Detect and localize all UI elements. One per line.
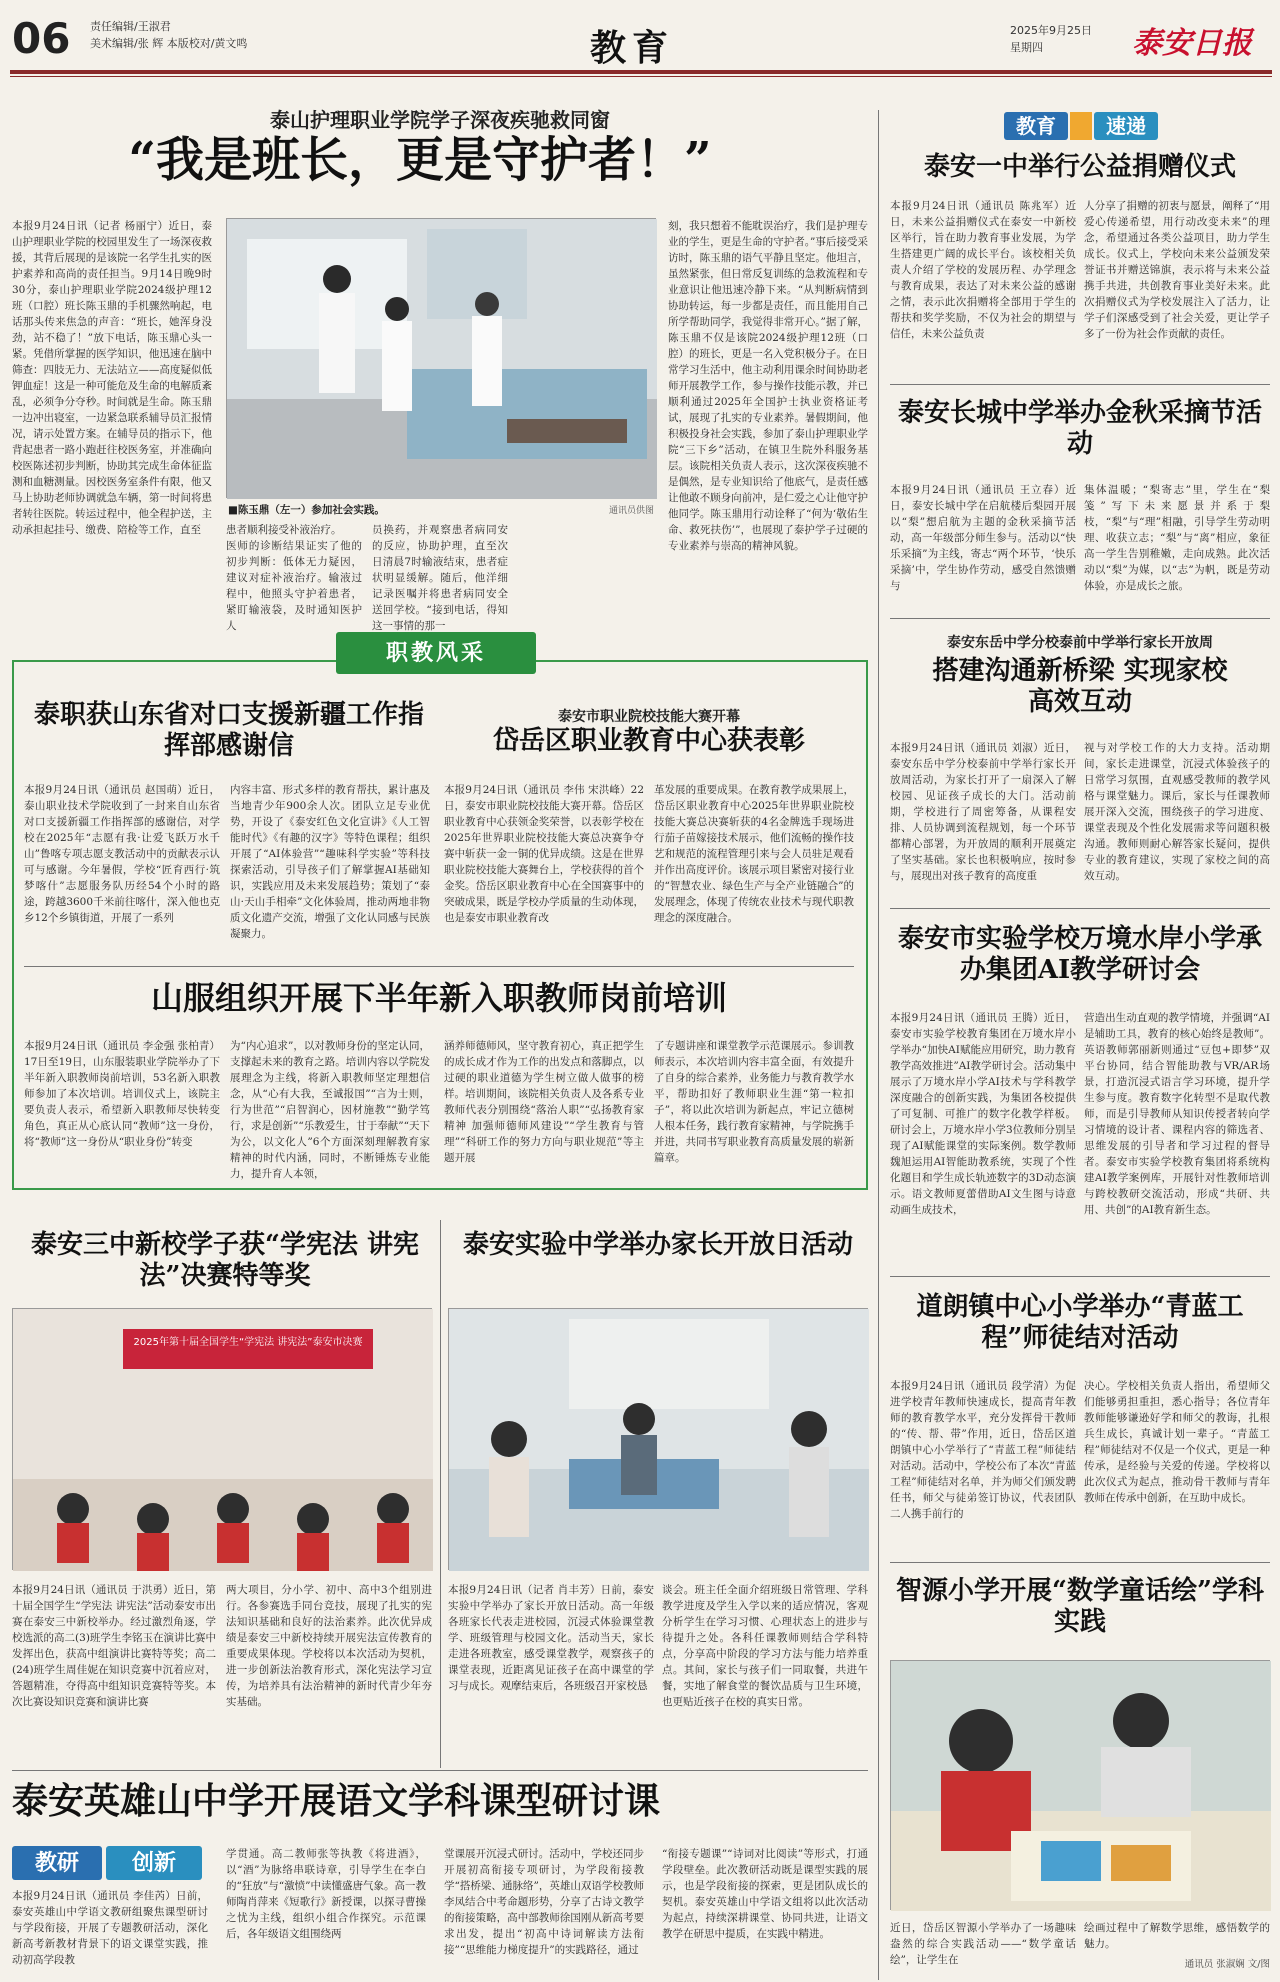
voc-1-col-2: 内容丰富、形式多样的教育帮扶，累计惠及当地青少年900余人次。团队立足专业优势，开设了《泰安红色文化宣讲》《人工智能时代》《有趣的汉字》等特色课程；组织开展了“AI体验营”“趣味科学实验”等科技探索活动，引导孩子们了解掌握AI基础知识，实践应用及未来发展趋势；策划了“泰山·天山手相牵”文化体验周，推动两地非物质文化遗产交流，增强了文化认同感与民族凝聚力。 — [230, 784, 430, 940]
express-divider-4 — [890, 1276, 1270, 1277]
lower-3-col-3: 堂课展开沉浸式研讨。活动中，学校还同步开展初高衔接专项研讨，为学段衔接教学“搭桥梁、通脉络”，英雄山双语学校教师李凤结合中考命题形势，分享了古诗文教学的衔接策略，高中部教师徐国刚从新高考要求出发，提出“初高中诗词解读方法衔接”“思维能力梯度提升”的实践路径，通过 — [444, 1848, 644, 1956]
express-3-col-2: 视与对学校工作的大力支持。活动期间，家长走进课堂，沉浸式体验孩子的日常学习氛围，直观感受教师的教学风格与课堂魅力。课后，家长与任课教师展开深入交流，围绕孩子的学习进度、课堂表现及个性化发展需求等问题积极沟通。教师则耐心解答家长疑问，提供专业的教育建议，实现了家校之间的高效互动。 — [1084, 742, 1270, 882]
voc-3-col-2: 为“内心追求”，以对教师身份的坚定认同，支撑起未来的教育之路。培训内容以学院发展理念为主线，将新入职教师坚定理想信念，从“心有大我，至诚报国”“言为士则，行为世范”“启智润心，因材施教”“勤学笃行，求是创新”“乐教爱生，甘于奉献”“天下为公，以文化人”6个方面深刻理解教育家精神的时代内涵，同时，不断锤炼专业能力，提升育人本领， — [230, 1040, 430, 1180]
voc-3-col-1: 本报9月24日讯（通讯员 李金强 张柏青）17日至19日，山东服装职业学院举办了下半年新入职教师岗前培训，53名新入职教师参加了本次培训。培训仪式上，该院主要负责人表示，希望新入职教师尽快转变角色，真正从心底认同“教师”这一身份，将“教师”这一身份从“职业身份”转变 — [24, 1040, 220, 1148]
voc-2-kicker: 泰安市职业院校技能大赛开幕 — [558, 709, 740, 725]
lower-1-col-1: 本报9月24日讯（通讯员 于洪勇）近日，第十届全国学生“学宪法 讲宪法”活动泰安市出赛在泰安三中新校举办。经过激烈角逐，学校选派的高二(3)班学生李铭玉在演讲比赛中发挥出色，获高中组演讲比赛特等奖；高二(24)班学生周佳妮在知识竞赛中沉着应对，答题精准，夺得高中组知识竞赛特等奖。本次比赛设知识竞赛和演讲比赛 — [12, 1584, 216, 1708]
voc-3-headline: 山服组织开展下半年新入职教师岗前培训 — [150, 979, 727, 1017]
voc-2-col-1: 本报9月24日讯（通讯员 李伟 宋洪峰）22日，泰安市职业院校技能大赛开幕。岱岳区职业教育中心获领金奖荣誉，以表彰学校在2025年世界职业院校技能大赛总决赛争夺赛中斩获一金一铜的优异成绩。这是在世界职业院校技能大赛舞台上，学校获得的首个金奖。岱岳区职业教育中心在全国赛事中的突破成果，既是学校办学质量的生动体现，也是泰安市职业教育改 — [444, 784, 644, 924]
express-1-col-2: 人分享了捐赠的初衷与愿景，阐释了“用爱心传递希望，用行动改变未来”的理念，希望通过各类公益项目，助力学生成长。仪式上，学校向未来公益颁发荣誉证书并赠送锦旗，表示将与未来公益携手共进，共创教育事业美好未来。此次捐赠仪式为学校发展注入了活力，让学子们深感受到了社会关爱，更让学子多了一份为社会作贡献的责任。 — [1084, 200, 1270, 340]
lower-2-photo — [448, 1308, 868, 1570]
vocational-tag: 职教风采 — [336, 632, 536, 674]
express-divider-5 — [890, 1562, 1270, 1563]
express-6-photo-illustration — [891, 1661, 1271, 1911]
lower-2-photo-illustration — [449, 1309, 869, 1571]
page-number: 06 — [12, 14, 71, 63]
issue-date — [1010, 22, 1092, 56]
lower-2-col-2: 谈会。班主任全面介绍班级日常管理、学科教学进度及学生入学以来的适应情况，客观分析学生在学习习惯、心理状态上的进步与待提升之处。各科任课教师则结合学科特点，分享高中阶段的学习方法与能力培养重点。其间，家长与孩子们一同取餐，共进午餐，实地了解食堂的餐饮品质与卫生环境，也更贴近孩子在校的真实日常。 — [662, 1584, 868, 1708]
lead-col-1: 本报9月24日讯（记者 杨丽宁）近日，泰山护理职业学院的校园里发生了一场深夜救援，其背后展现的是该院一名学生扎实的医护素养和高尚的责任担当。9月14日晚9时30分，泰山护理职业学院2024级护理12班（口腔）班长陈玉鼎的手机骤然响起，电话那头传来焦急的声音：“班长，她浑身没劲，站不稳了！”放下电话，陈玉鼎心头一紧。凭借所掌握的医学知识，他迅速在脑中筛查：四肢无力、无法站立——高度疑似低钾血症！这是一种可能危及生命的电解质紊乱，必须争分夺秒。时间就是生命。陈玉鼎一边冲出寝室，一边紧急联系辅导员汇报情况，请示处置方案。在辅导员的指示下，他背起患者一路小跑赶往校医务室，并准确向校医陈述初步判断，协助其完成生命体征监测和血糖测量。因校医务室条件有限，他又马上协助老师协调就急车辆，第一时间将患者转往医院。转运过程中，他全程护送，主动承担起挂号、缴费、陪检等工作，直至 — [12, 220, 212, 536]
lead-photo-illustration — [227, 219, 657, 499]
express-6-byline: 通讯员 张淑娴 文/图 — [1184, 1959, 1270, 1970]
express-4-col-2: 营造出生动直观的教学情境，并强调“AI是辅助工具，教育的核心始终是教师”。英语教师郭丽新则通过“豆包+即梦”双平台协同，结合智能助教与VR/AR场景，打造沉浸式语言学习环境，提升学生参与度。教育数字化转型不是取代教师，而是引导教师从知识传授者转向学习情境的设计者、课程内容的筛选者、思维发展的引导者和学习过程的督导者。泰安市实验学校教育集团将系统构建AI教学案例库，开展针对性教师培训与跨校教研交流活动，形成“共研、共用、共创”的AI教育新生态。 — [1084, 1012, 1270, 1216]
column-divider — [878, 110, 879, 1980]
lower-2-col-1: 本报9月24日讯（记者 肖丰芳）日前，泰安实验中学举办了家长开放日活动。高一年级各班家长代表走进校园，沉浸式体验课堂教学、班级管理与校园文化。活动当天，家长走进各班教室，感受课堂教学，观察孩子的课堂表现，近距离见证孩子在高中课堂的学习与成长。观摩结束后，各班级召开家校恳 — [448, 1584, 654, 1692]
lower-1-photo-banner: 2025年第十届全国学生“学宪法 讲宪法”泰安市决赛 — [133, 1337, 363, 1348]
section-title: 教育 — [590, 27, 675, 69]
lower-3-headline: 泰安英雄山中学开展语文学科课型研讨课 — [12, 1780, 661, 1822]
voc-1-headline: 泰职获山东省对口支援新疆工作指挥部感谢信 — [33, 700, 424, 761]
lower-2-headline: 泰安实验中学举办家长开放日活动 — [462, 1230, 853, 1260]
lower-1-headline: 泰安三中新校学子获“学宪法 讲宪法”决赛特等奖 — [30, 1230, 419, 1291]
weekday-text: 星期四 — [1010, 41, 1043, 54]
express-6-col-1: 近日，岱岳区智源小学举办了一场趣味盎然的综合实践活动——“数学童话绘”，让学生在 — [890, 1922, 1076, 1966]
editor-credits — [90, 18, 247, 52]
lower-3-col-4: “衔接专题课”“诗词对比阅读”等形式，打通学段壁垒。此次教研活动既是课型实践的展示，也是学段衔接的探索，更是团队成长的契机。泰安英雄山中学语文组将以此次活动为起点，持续深耕课堂、协同共进，让语文教学在研思中提质，在实践中精进。 — [662, 1848, 868, 1940]
express-2-col-2: 集体温暖；“梨寄志”里，学生在“梨笺”写下未来愿景并系于梨枝，“梨”与“理”相融，引导学生劳动明理、收获立志；“梨”与“离”相应，象征高一学生告别稚嫩，走向成熟。此次活动以“梨”为媒，以“志”为帆，既是劳动体验，亦是成长之旅。 — [1084, 484, 1270, 592]
express-4-col-1: 本报9月24日讯（通讯员 王腾）近日，泰安市实验学校教育集团在万境水岸小学举办“加快AI赋能应用研究，助力教育教学高效推进”AI教学研讨会。活动集中展示了万境水岸小学AI技术与学科教学深度融合的创新实践，为集团各校提供了可复制、可推广的数字化教学样板。研讨会上，万境水岸小学3位教师分别呈现了AI赋能课堂的实际案例。数学教师魏旭运用AI智能助教系统，实现了个性化题目和学生成长轨迹数字的3D动态演示。语文教师夏蕾借助AI文生图与诗意动画生成技术， — [890, 1012, 1076, 1216]
research-tag-right: 创新 — [106, 1846, 202, 1880]
voc-1-col-1: 本报9月24日讯（通讯员 赵国萌）近日，泰山职业技术学院收到了一封来自山东省对口支援新疆工作指挥部的感谢信，对学校在2025年“志愿有我·让爱飞跃万水千山”鲁喀专项志愿支教活动中的贡献表示认可与感谢。今年暑假，学校“匠育西行·筑梦喀什”志愿服务队历经54个小时的路途，跨越3600千米前往喀什，深入他也克乡12个乡镇街道，开展了一系列 — [24, 784, 220, 924]
express-5-headline: 道朗镇中心小学举办“青蓝工程”师徒结对活动 — [916, 1292, 1244, 1353]
express-5-col-1: 本报9月24日讯（通讯员 段学清）为促进学校青年教师快速成长，提高青年教师的教育教学水平，充分发挥骨干教师的“传、帮、带”作用，近日，岱岳区道朗镇中心小学举行了“青蓝工程”师徒结对活动。活动中，学校公布了本次“青蓝工程”师徒结对名单，并为师父们颁发聘任书，师父与徒弟签订协议，代表团队二人携手前行的 — [890, 1380, 1076, 1520]
express-3-col-1: 本报9月24日讯（通讯员 刘淑）近日，泰安东岳中学分校泰前中学举行家长开放周活动，为家长打开了一扇深入了解校园、见证孩子成长的大门。活动前期，学校进行了周密筹备，从课程安排、人员协调到流程规划，每一个环节都精心部署，为开放周的顺利开展奠定了坚实基础。家长也积极响应，按时参与，展现出对孩子教育的高度重 — [890, 742, 1076, 882]
lower-1-photo — [12, 1308, 432, 1570]
lead-photo — [226, 218, 656, 498]
masthead-rule-thin — [10, 76, 1272, 77]
express-4-headline: 泰安市实验学校万境水岸小学承办集团AI教学研讨会 — [897, 924, 1262, 985]
masthead-rule — [10, 70, 1272, 74]
express-badge-left: 教育 — [1004, 112, 1068, 140]
credits-line-1: 责任编辑/王淑君 — [90, 20, 171, 33]
lead-photo-credit: 通讯员供图 — [608, 506, 654, 516]
express-2-headline: 泰安长城中学举办金秋采摘节活动 — [897, 398, 1262, 459]
research-tag-left: 教研 — [12, 1846, 102, 1880]
express-divider-1 — [890, 384, 1270, 385]
voc-3-col-3: 涵养师德师风，坚守教育初心，真正把学生的成长成才作为工作的出发点和落脚点，以过硬的职业道德为学生树立做人做事的榜样。培训期间，该院相关负责人及各系专业教师代表分别围绕“落治人职”“弘扬教育家精神 加强师德师风建设”“学生教育与管理”“科研工作的努力方向与职业规范”等主题开展 — [444, 1040, 644, 1164]
voc-2-headline: 岱岳区职业教育中心获表彰 — [492, 726, 805, 756]
express-6-col-2: 绘画过程中了解数学思维，感悟数学的魅力。 — [1084, 1922, 1270, 1950]
credits-line-2: 美术编辑/张 辉 本版校对/黄文鸣 — [90, 37, 248, 50]
lower-3-col-2: 学贯通。高二教师张等执教《将进酒》，以“酒”为脉络串联诗章，引导学生在李白的“狂放”与“激愤”中读懂盛唐气象。高一教师陶肖萍来《短歌行》新授课，以探寻曹操之忧为主线，组织小组合作探究。示范课后，各年级语文组围绕两 — [226, 1848, 426, 1940]
express-3-kicker: 泰安东岳中学分校泰前中学举行家长开放周 — [947, 635, 1213, 651]
lower-3-col-1: 本报9月24日讯（通讯员 李佳芮）日前，泰安英雄山中学语文教研组聚焦课型研讨与学段衔接，开展了专题教研活动，深化新高考新教材背景下的语文课堂实践，推动初高学段教 — [12, 1890, 208, 1966]
lead-below-photo-col-1: 患者顺利接受补液治疗。 — [226, 524, 342, 536]
express-1-col-1: 本报9月24日讯（通讯员 陈兆军）近日，未来公益捐赠仪式在泰安一中新校区举行，旨在助力教育事业发展，为学生搭建更广阔的成长平台。该校相关负责人介绍了学校的发展历程、办学理念与教育成果，表达了对未来公益的感谢之情，表示此次捐赠将全部用于学生的帮扶和奖学奖励，不仅为社会的期望与信任，未来公益负责 — [890, 200, 1076, 340]
lead-below-photo-col-2: 医师的诊断结果证实了他的初步判断：低体无力疑因，建议对症补液治疗。输液过程中，他照头守护着患者，紧盯输液袋，及时通知医护人 — [226, 540, 362, 632]
lead-photo-caption: ■陈玉鼎（左一）参加社会实践。 — [228, 504, 385, 516]
lower-divider — [440, 1220, 441, 1768]
lead-below-photo-col-3: 员换药，并观察患者病同安的反应，协助护理，直至次日清晨7时输液结束，患者症状明显缓解。随后，他洋细记录医嘱并将患者病同安全送回学校。“接到电话，得知这一事情的那一 — [372, 524, 508, 632]
lower-rule — [12, 1770, 868, 1771]
lower-1-col-2: 两大项目，分小学、初中、高中3个组别进行。各参赛选手同台竞技，展现了扎实的宪法知识基础和良好的法治素养。此次优异成绩是泰安三中新校持续开展宪法宣传教育的重要成果体现。学校将以本次活动为契机，进一步创新法治教育形式，深化宪法学习宣传，为培养具有法治精神的新时代青少年夯实基础。 — [226, 1584, 432, 1708]
voc-divider — [24, 966, 854, 967]
lead-headline: “我是班长，更是守护者！” — [128, 132, 712, 188]
paper-logo: 泰安日报 — [1132, 26, 1252, 61]
express-divider-2 — [890, 618, 1270, 619]
express-2-col-1: 本报9月24日讯（通讯员 王立春）近日，泰安长城中学在启航楼后梨园开展以“梨”想启航为主题的金秋采摘节活动，高一年级部分师生参与。活动以“快乐采摘”为主线，寄志“两个环节，‘快乐采摘’中，学生协作劳动，感受自然馈赠与 — [890, 484, 1076, 592]
express-5-col-2: 决心。学校相关负责人指出，希望师父们能够勇担重担，悉心指导；各位青年教师能够谦逊好学和师父的教诲，扎根兵生成长，真诚计划一辈子。“青蓝工程”师徒结对不仅是一个仪式，更是一种传承，是经验与关爱的传递。学校将以此次仪式为起点，推动骨干教师与青年教师在传承中创新，在互助中成长。 — [1084, 1380, 1270, 1504]
date-text: 2025年9月25日 — [1010, 24, 1092, 37]
express-6-headline: 智源小学开展“数学童话绘”学科实践 — [896, 1576, 1264, 1637]
express-3-headline: 搭建沟通新桥梁 实现家校高效互动 — [932, 656, 1228, 717]
voc-3-col-4: 了专题讲座和课堂教学示范课展示。参训教师表示，本次培训内容丰富全面，有效提升了自身的综合素养，业务能力与教育教学水平，帮助扣好了教师职业生涯“第一粒扣子”，将以此次培训为新起点，牢记立德树人根本任务，践行教育家精神，与学院携手并进，共同书写职业教育高质量发展的崭新篇章。 — [654, 1040, 854, 1164]
book-icon — [1070, 112, 1092, 140]
express-divider-3 — [890, 908, 1270, 909]
express-6-photo — [890, 1660, 1270, 1910]
lower-1-photo-illustration — [13, 1309, 433, 1571]
express-1-headline: 泰安一中举行公益捐赠仪式 — [923, 152, 1236, 182]
lead-col-3: 刻，我只想着不能耽误治疗，我们是护理专业的学生，更是生命的守护者。”事后接受采访时，陈玉鼎的语气平静且坚定。他坦言，虽然紧张，但日常反复训练的急救流程和专业意识让他迅速冷静下来。“从判断病情到协助转运，每一步都是责任，而且能用自己所学帮助同学，我觉得非常开心。”据了解，陈玉鼎不仅是该院2024级护理12班（口腔）的班长，更是一名入党积极分子。在日常学习生活中，他主动利用课余时间协助老师开展教学工作，参与操作技能示教，并已顺利通过2025年全国护士执业资格证考试，展现了扎实的专业素养。暑假期间，他积极投身社会实践，参加了泰山护理职业学院“三下乡”活动，在镇卫生院外科服务基层。该院相关负责人表示，这次深夜疾驰不是偶然，是专业知识给了他底气，是责任感让他敢不顾身向前冲，是仁爱之心让他守护他同学。陈玉鼎用行动诠释了“何为‘敬佑生命、救死扶伤’”，也展现了泰护学子过硬的专业素养与崇高的精神风貌。 — [668, 220, 868, 552]
express-badge-right: 速递 — [1094, 112, 1158, 140]
lead-kicker: 泰山护理职业学院学子深夜疾驰救同窗 — [270, 108, 610, 132]
voc-2-col-2: 革发展的重要成果。在教育教学成果展上，岱岳区职业教育中心2025年世界职业院校技能大赛总决赛斩获的4名金牌选手现场进行茄子苗嫁接技术展示，他们流畅的操作技艺和规范的流程管理引来与会人员驻足观看并作出高度评价。该展示项目紧密对接行业的“智慧农业、绿色生产与全产业链融合”的发展理念，体现了传统农业技术与现代职教理念的深度融合。 — [654, 784, 854, 924]
